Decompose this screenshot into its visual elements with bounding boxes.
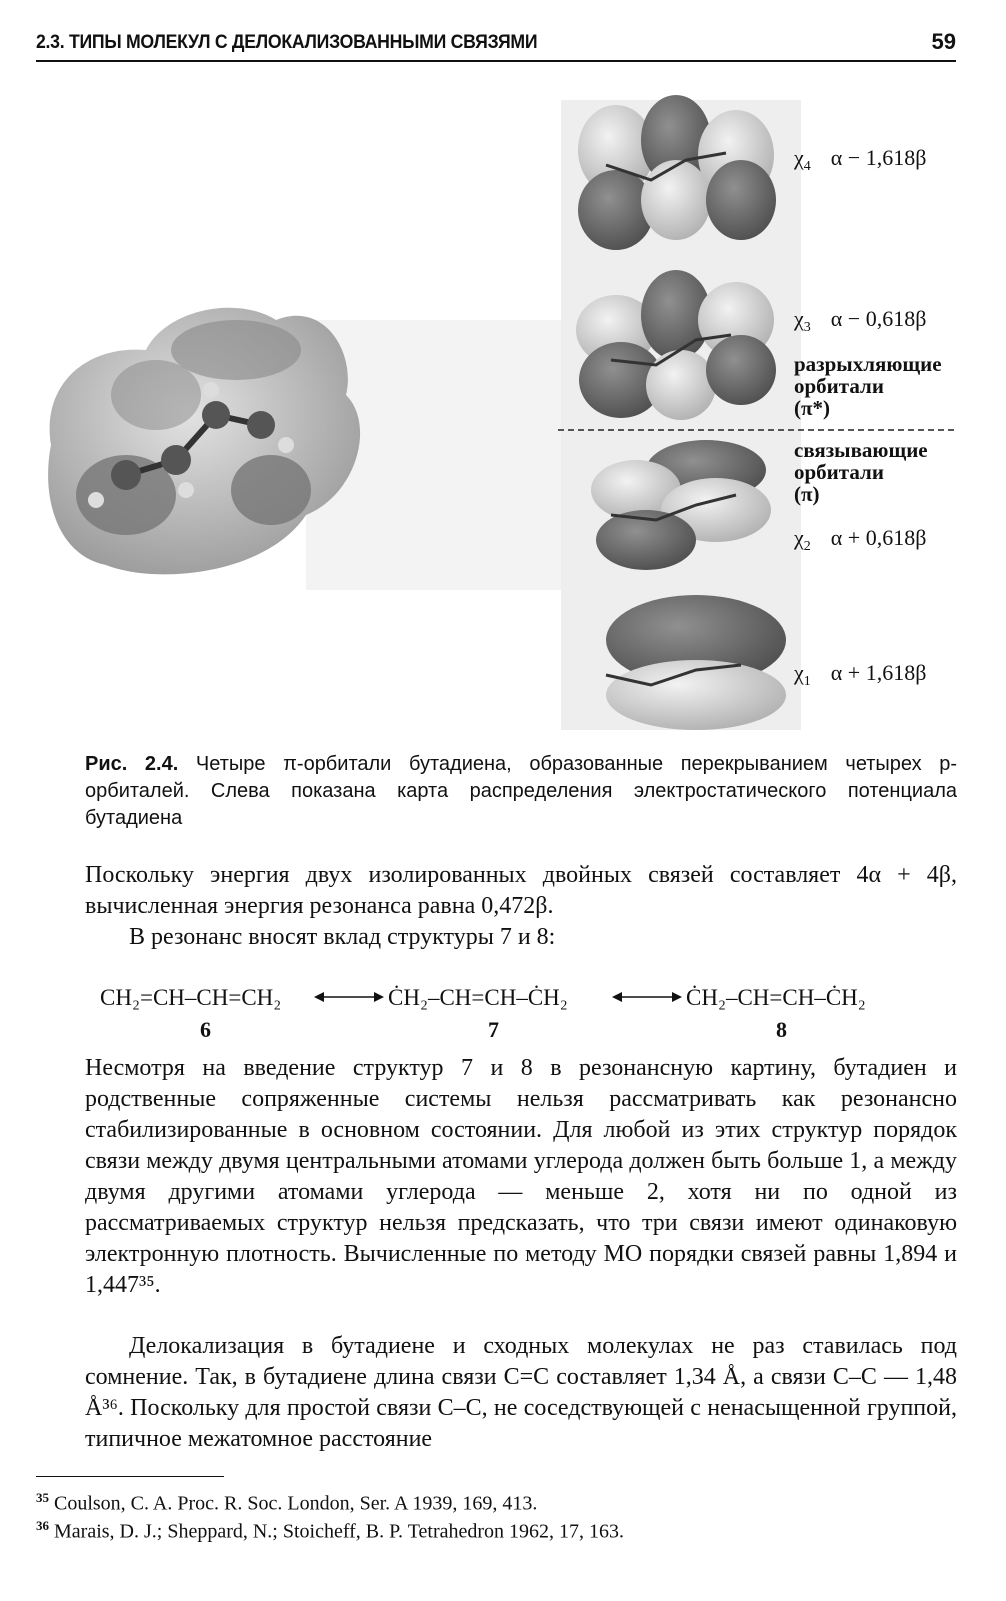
structure-7: ĊH₂–CH=CH–ĊH₂ — [388, 985, 568, 1010]
structure-number-6: 6 — [200, 1017, 211, 1042]
antibonding-label: разрыхляющие орбитали (π*) — [794, 352, 942, 420]
footnote-rule — [36, 1476, 224, 1477]
paragraph-4: Делокализация в бутадиене и сходных молекулах не раз ставилась под сомнение. Так, в бутадиене длина связи C=C составляет 1,34 Å, а связи C–C — 1,48 Å³⁶. Поскольку для простой связи C–C, не соседствующей с ненасыщенной группой, типичное межатомное расстояние — [85, 1333, 957, 1452]
paragraph-3: Несмотря на введение структур 7 и 8 в резонансную картину, бутадиен и родственные сопряженные системы нельзя рассматривать как резонансно стабилизированные в основном состоянии. Для любой из этих структур порядок связи между двумя центральными атомами углерода должен быть больше 1, а между двумя другими атомами углерода — меньше 2, хотя ни по одной из рассматриваемых структур нельзя предсказать, что три связи имеют одинаковую электронную плотность. Вычисленные по методу МО порядки связей равны 1,894 и 1,447³⁵. — [85, 1055, 957, 1298]
orbital-label-chi3: $\chi_3$ α − 0,618β — [794, 306, 927, 335]
header-rule — [36, 60, 956, 62]
footnote-35: $^{35}$ Coulson, C. A. Proc. R. Soc. London, Ser. A 1939, 169, 413. — [36, 1490, 538, 1515]
resonance-arrow-1 — [314, 985, 384, 1015]
running-header: 2.3. ТИПЫ МОЛЕКУЛ С ДЕЛОКАЛИЗОВАННЫМИ СВЯЗЯМИ — [36, 32, 538, 53]
orbital-label-chi2: $\chi_2$ α + 0,618β — [794, 525, 927, 554]
resonance-arrow-2 — [612, 985, 682, 1015]
paragraph-1: Поскольку энергия двух изолированных двойных связей составляет 4α + 4β, вычисленная энергия резонанса равна 0,472β. — [85, 862, 957, 919]
orbital-label-chi1: $\chi_1$ α + 1,618β — [794, 660, 927, 689]
structure-number-7: 7 — [488, 1017, 499, 1042]
orbital-chi1-graphic — [606, 595, 786, 730]
orbital-label-chi4: $\chi_4$ α − 1,618β — [794, 145, 927, 174]
structure-number-8: 8 — [776, 1017, 787, 1042]
bonding-label: связывающие орбитали (π) — [794, 438, 928, 506]
caption-text: Четыре π-орбитали бутадиена, образованные перекрыванием четырех p-орбиталей. Слева показана карта распределения электростатического потенциала бутадиена — [85, 753, 958, 829]
page-number: 59 — [931, 29, 956, 54]
caption-label: Рис. 2.4. — [85, 753, 179, 775]
paragraph-2: В резонанс вносят вклад структуры 7 и 8: — [129, 924, 556, 950]
orbital-chi4-graphic — [578, 95, 776, 250]
resonance-structures — [100, 977, 960, 1047]
structure-6: CH₂=CH–CH=CH₂ — [100, 985, 282, 1010]
footnote-36: $^{36}$ Marais, D. J.; Sheppard, N.; Stoicheff, B. P. Tetrahedron 1962, 17, 163. — [36, 1518, 625, 1543]
figure-caption — [85, 751, 957, 832]
figure-2-4 — [36, 95, 956, 735]
structure-8: ĊH₂–CH=CH–ĊH₂ — [686, 985, 866, 1010]
